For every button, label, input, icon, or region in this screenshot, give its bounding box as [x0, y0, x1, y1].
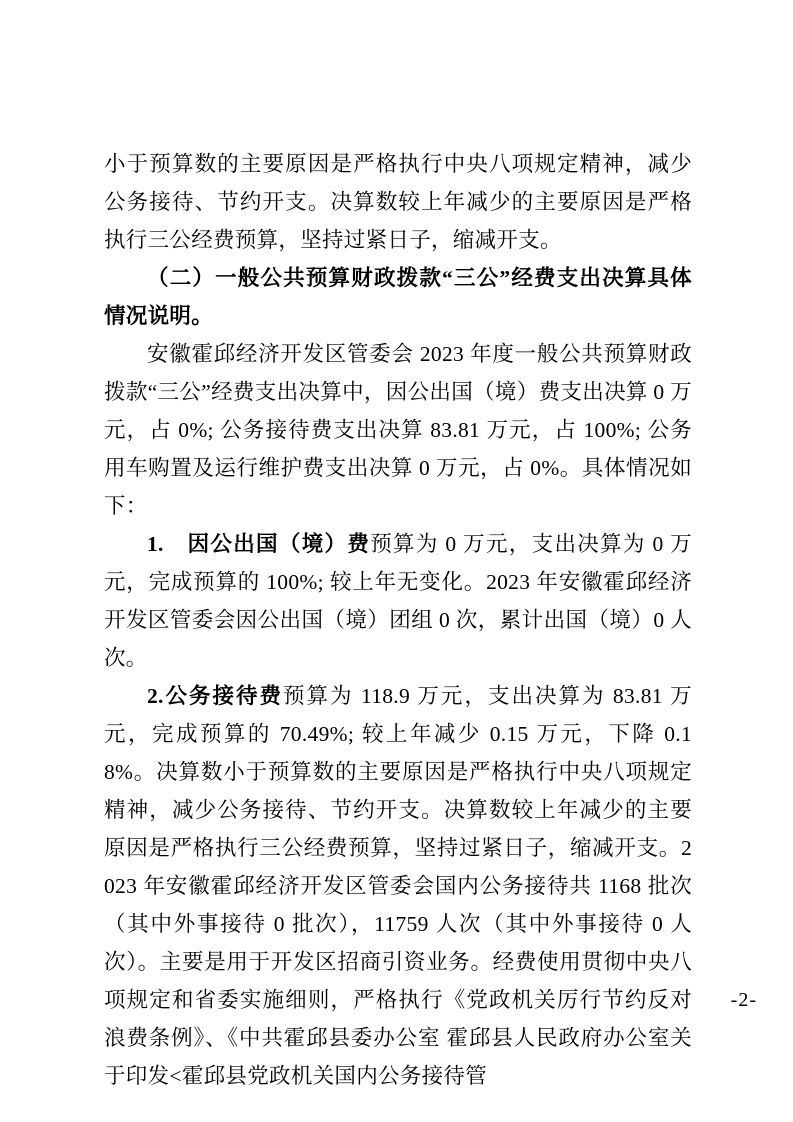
paragraph-item-1 [104, 525, 692, 677]
paragraph-item-2 [104, 677, 692, 1095]
body-text: 小于预算数的主要原因是严格执行中央八项规定精神，减少公务接待、节约开支。决算数较上年减少的主要原因是严格执行三公经费预算，坚持过紧日子，缩减开支。 [104, 152, 692, 252]
document-body [104, 145, 692, 1095]
paragraph-continuation [104, 145, 692, 259]
bold-text: （二）一般公共预算财政拨款“三公”经费支出决算具体情况说明。 [104, 266, 692, 328]
body-text: 安徽霍邱经济开发区管委会 2023 年度一般公共预算财政拨款“三公”经费支出决算中，因公出国（境）费支出决算 0 万元，占 0%; 公务接待费支出决算 83.81 万元，占 100%; 公务用车购置及运行维护费支出决算 0 万元，占 0%。具体情况如下： [104, 342, 692, 518]
paragraph-overview [104, 335, 692, 525]
body-text: 预算为 0 万元，支出决算为 0 万元，完成预算的 100%; 较上年无变化。2023 年安徽霍邱经济开发区管委会因公出国（境）团组 0 次，累计出国（境）0 人次。 [104, 532, 692, 670]
body-text: 预算为 118.9 万元，支出决算为 83.81 万元，完成预算的 70.49%; 较上年减少 0.15 万元，下降 0.18%。决算数小于预算数的主要原因是严格执行中央八项规定精神，减少公务接待、节约开支。决算数较上年减少的主要原因是严格执行三公经费预算，坚持过紧日子，缩减开支。2023 年安徽霍邱经济开发区管委会国内公务接待共 1168 批次（其中外事接待 0 批次），11759 人次（其中外事接待 0 人次）。主要是用于开发区招商引资业务。经费使用贯彻中央八项规定和省委实施细则，严格执行《党政机关厉行节约反对浪费条例》、《中共霍邱县委办公室 霍邱县人民政府办公室关于印发<霍邱县党政机关国内公务接待管 [104, 684, 692, 1088]
bold-text: 2.公务接待费 [147, 684, 284, 708]
bold-text: 1. 因公出国（境）费 [147, 532, 371, 556]
page-number: -2- [730, 989, 757, 1011]
section-heading [104, 259, 692, 335]
